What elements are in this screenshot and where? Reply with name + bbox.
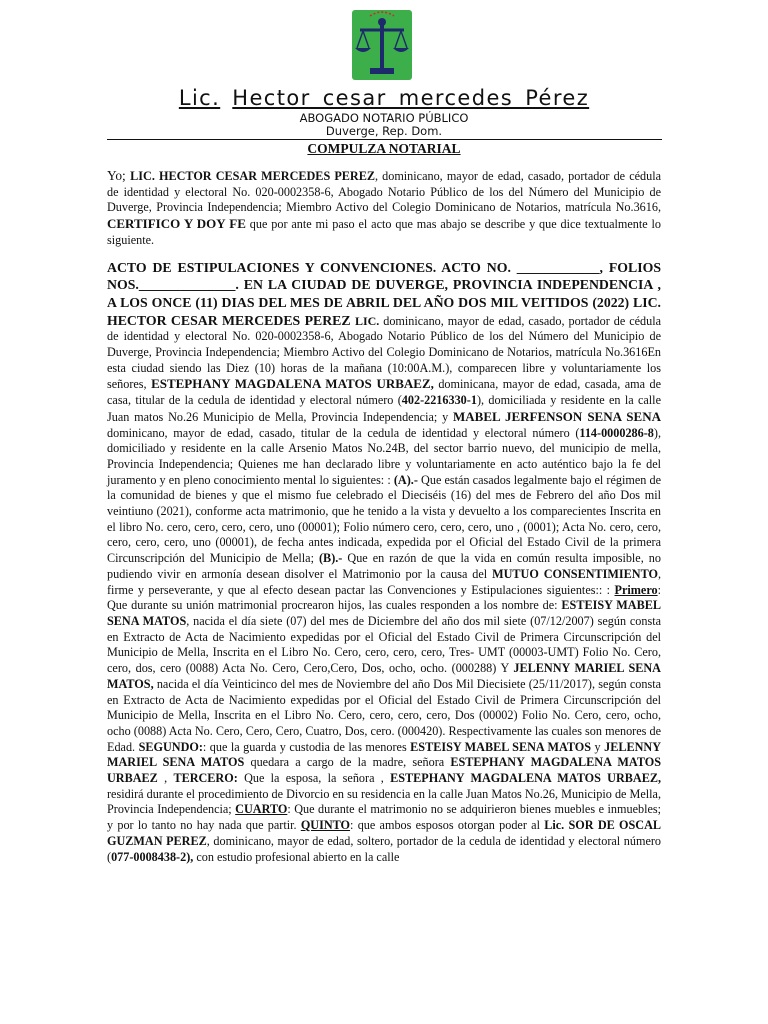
id-number: 077-0008438-2), <box>111 849 194 864</box>
act-text: con estudio profesional abierto en la calle <box>193 849 400 864</box>
act-text: Que en razón de que la vida en común resulta imposible, no pudiendo vivir en armonía desean disolver el Matrimonio por la causa del <box>107 551 661 581</box>
act-text: ), domiciliada y residente en la calle Juan matos No.26 Municipio de Mella, Provincia Independencia; y <box>107 393 661 424</box>
act-text: , <box>157 771 174 786</box>
clause-marker: CUARTO <box>235 802 288 817</box>
act-heading-text: ACTO DE ESTIPULACIONES Y CONVENCIONES. ACTO NO. ____________, FOLIOS NOS.______________. EN LA CIUDAD DE DUVERGE, PROVINCIA INDEPENDENCIA , A LOS ONCE (11) DIAS DEL MES DE ABRIL DEL AÑO DOS MIL VEITIDOS (2022) LIC. HECTOR CESAR MERCEDES PEREZ <box>107 259 661 328</box>
act-text: y <box>591 739 605 754</box>
act-text: residirá durante el procedimiento de Divorcio en su residencia en la calle Juan Matos No.26, Municipio de Mella, Provincia Independencia; <box>107 786 661 817</box>
id-number: 114-0000286-8 <box>579 425 654 440</box>
act-text: dominicano, mayor de edad, casado, portador de cédula de identidad y electoral No. 020-0002358-6, Abogado Notario Público de los del Número del Municipio de Duverge, Provincia Independencia; Miembro Activo del Colegio Dominicano de Notarios, matrícula No.3616En esta ciudad siendo las Diez (10) horas de la mañana (10:00A.M.), comparecen libre y voluntariamente los señores, <box>107 313 661 392</box>
act-text: , nacida el día siete (07) del mes de Diciembre del año dos mil siete (07/12/2007) según consta en Extracto de Acta de Nacimiento expedidas por el Oficial del Estado Civil de Primera Circunscripción del Municipio de Mella, Inscrita en el Libro No. Cero, cero, cero, cero, Tres- UMT (00003-UMT) Folio No. Cero, cero, dos, cero (0088) Acta No. Cero, Cero,Cero, Dos, ocho, ocho. (000288) Y <box>107 613 662 676</box>
clause-marker: QUINTO <box>300 818 351 833</box>
child-name: ESTEISY MABEL SENA MATOS <box>107 598 661 628</box>
act-heading-text: LIC. <box>354 313 380 328</box>
profession-line: ABOGADO NOTARIO PÚBLICO <box>299 111 469 125</box>
party-name: MABEL JERFENSON SENA SENA <box>453 408 661 424</box>
act-text: : Que durante su unión matrimonial procrearon hijos, las cuales responden a los nombre de: <box>107 582 661 613</box>
document-body <box>107 168 661 865</box>
location-line: Duverge, Rep. Dom. <box>325 124 443 138</box>
notary-name-prefix: Lic. <box>178 86 221 110</box>
notary-name-main: Hector cesar mercedes Pérez <box>232 86 590 110</box>
act-text: dominicano, mayor de edad, casado, titular de la cedula de identidad y electoral número ( <box>107 425 580 440</box>
child-name: ESTEISY MABEL SENA MATOS <box>410 739 592 754</box>
clause-marker: Primero <box>614 582 658 597</box>
act-text: Que la esposa, la señora , <box>237 771 391 786</box>
act-text: ), domiciliado y residente en la calle Arsenio Matos No.24B, del sector barrio nuevo, del municipio de mella, Provincia Independencia; Quienes me han declarado libre y voluntariamente en acto auténtico bajo la fe del juramento y en pleno conocimiento mental lo siguientes: : <box>107 425 661 487</box>
clause-marker: (A).- <box>393 472 418 487</box>
scales-of-justice-icon <box>348 6 416 86</box>
attorney-name: Lic. SOR DE OSCAL GUZMAN PEREZ <box>107 818 662 848</box>
clause-marker: (B).- <box>319 551 343 566</box>
intro-paragraph <box>107 168 661 249</box>
act-paragraph <box>107 259 661 866</box>
act-text: quedara a cargo de la madre, señora <box>244 755 451 770</box>
clause-marker: TERCERO: <box>173 771 238 786</box>
intro-text: que por ante mi paso el acto que mas abajo se describe y que dice textualmente lo siguiente. <box>107 217 661 247</box>
clause-marker: SEGUNDO: <box>138 739 203 754</box>
header-divider <box>107 139 662 140</box>
act-text: : que ambos esposos otorgan poder al <box>350 818 545 833</box>
act-text: , firme y perseverante, y que al efecto desean pactar las Convenciones y Estipulaciones siguientes:: : <box>107 566 662 597</box>
act-text: , dominicano, mayor de edad, soltero, portador de la cedula de identidad y electoral número ( <box>107 833 662 864</box>
intro-text: , dominicano, mayor de edad, casado, portador de cédula de identidad y electoral No. 020-0002358-6, Abogado Notario Público de los del Número del Municipio de Duverge, Provincia Independencia; Miembro Activo del Colegio Dominicano de Notarios, matrícula No.3616, <box>107 169 662 215</box>
act-text: : que la guarda y custodia de las menores <box>202 739 411 754</box>
act-text: nacida el día Veinticinco del mes de Noviembre del año Dos Mil Diecisiete (25/11/2017), según consta en Extracto de Acta de Nacimiento expedidas por el Oficial del Estado Civil de Primera Circunscripción del Municipio de Mella, Inscrita en el Libro No. Cero, cero, cero, cero, Dos (00002) Folio No. Cero, cero, ocho, ocho (0088) Acta No. Cero, Cero, Cero, Cuatro, Dos, cero. (000420). Respectivamente las cuales son menores de Edad. <box>107 676 661 754</box>
id-number: 402-2216330-1 <box>401 393 477 408</box>
party-name: ESTEPHANY MAGDALENA MATOS URBAEZ, <box>390 771 661 786</box>
document-title: COMPULZA NOTARIAL <box>307 141 461 156</box>
act-text: Que están casados legalmente bajo el régimen de la comunidad de bienes y que el mismo fue celebrado el Dieciséis (16) del mes de Febrero del año Dos mil veintiuno (2021), conforme acta matrimonio, que he tenido a la vista y devuelto a los comparecientes Inscrita en el libro No. cero, cero, cero, cero, uno (00001); Folio número cero, cero, cero, uno , (0001); Acta No. cero, cero, cero, cero, cero, uno (00001), de fecha antes indicada, expedida por el Oficial del Estado Civil de la primera Circunscripción del Municipio de Mella; <box>107 472 661 566</box>
notary-name <box>0 86 768 110</box>
certify-phrase: CERTIFICO Y DOY FE <box>107 216 246 232</box>
child-name: JELENNY MARIEL SENA MATOS <box>107 739 661 770</box>
party-name: ESTEPHANY MAGDALENA MATOS URBAEZ, <box>151 376 434 392</box>
act-text: dominicana, mayor de edad, casada, ama de casa, titular de la cedula de identidad y electoral número ( <box>107 377 661 408</box>
notary-name-bold: LIC. HECTOR CESAR MERCEDES PEREZ <box>130 169 375 183</box>
cause-label: MUTUO CONSENTIMIENTO <box>492 566 658 581</box>
intro-text: Yo; <box>107 168 131 183</box>
act-text: : Que durante el matrimonio no se adquirieron bienes muebles e inmuebles; y por lo tanto no hay nada que partir. <box>107 802 661 833</box>
party-name: ESTEPHANY MAGDALENA MATOS URBAEZ <box>107 755 661 786</box>
child-name: JELENNY MARIEL SENA MATOS, <box>107 661 661 691</box>
